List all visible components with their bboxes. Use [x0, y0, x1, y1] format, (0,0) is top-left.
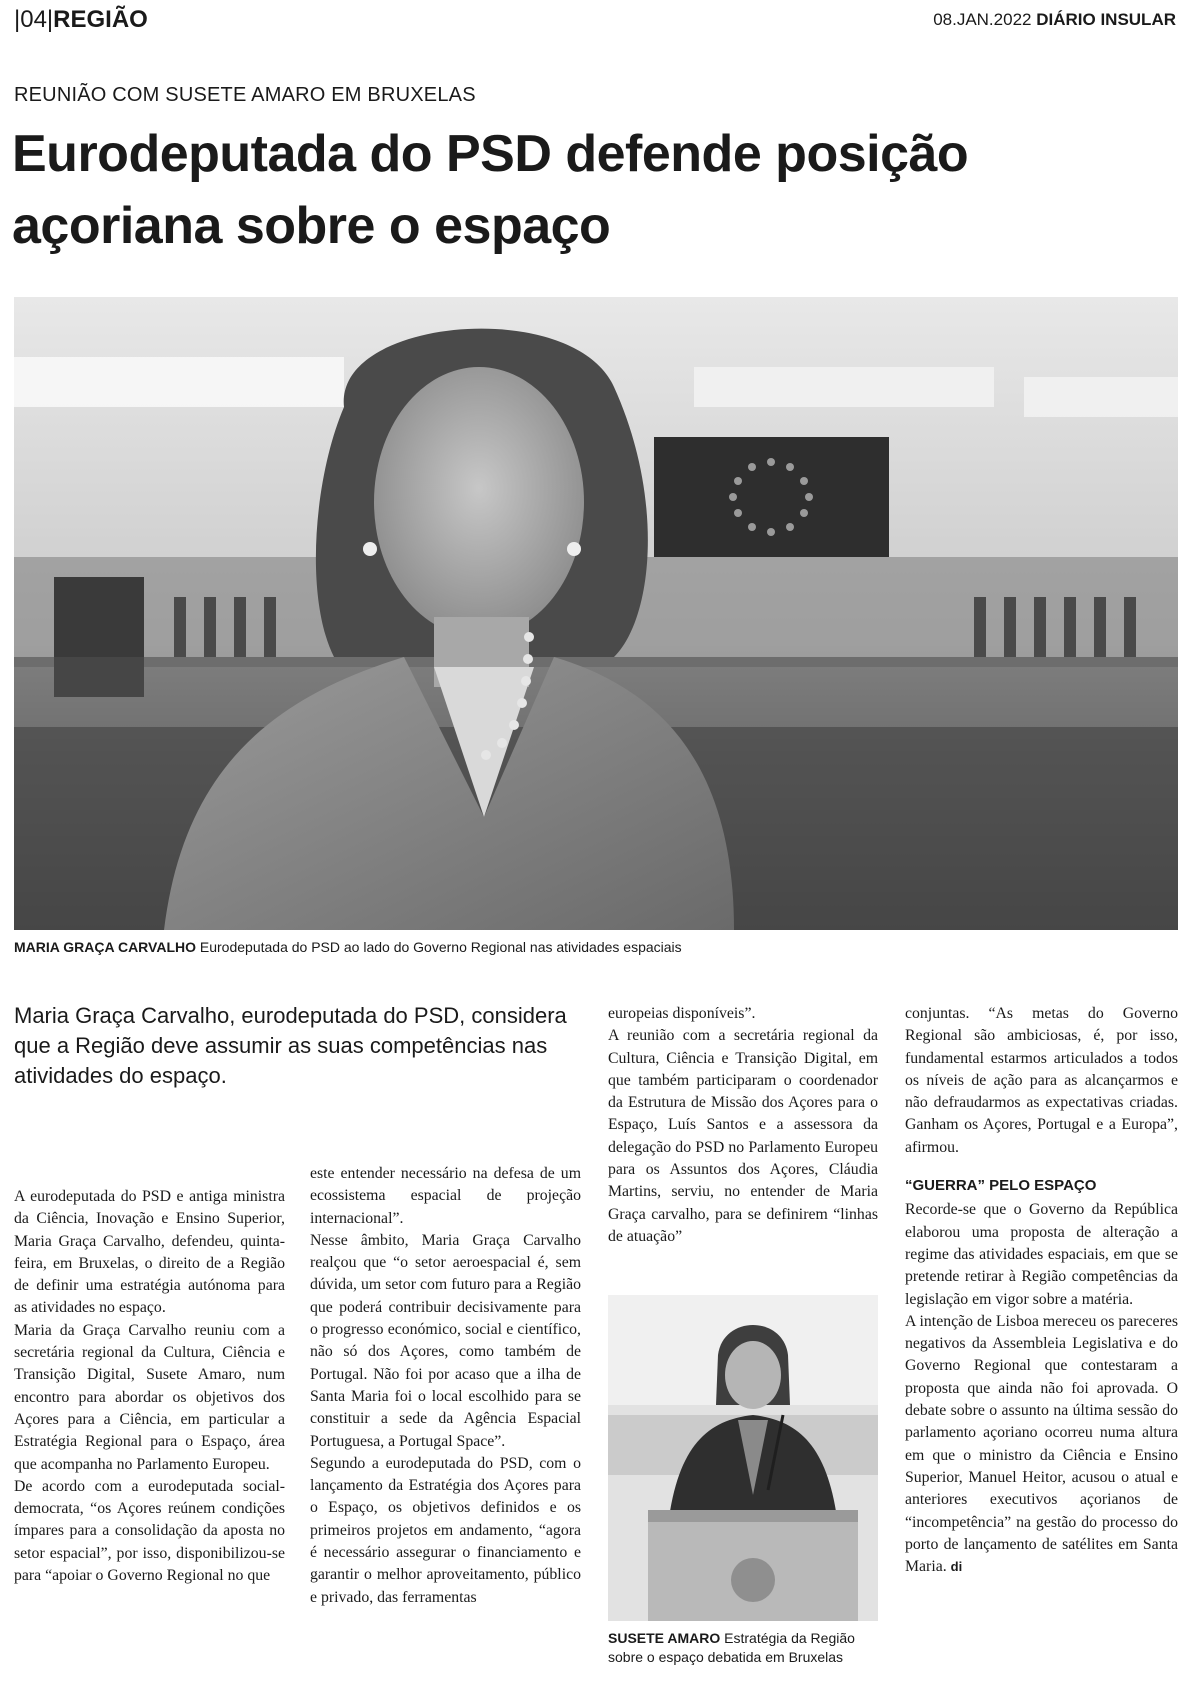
secondary-photo [608, 1295, 878, 1621]
paragraph: De acordo com a eurodeputada social-democrata, “os Açores reúnem condições ímpares para a consolidação da aposta no setor espacial”, por isso, disponibilizou-se para “apoiar o Governo Regional no que [14, 1477, 285, 1585]
page-header-left [14, 6, 148, 34]
caption-name: SUSETE AMARO [608, 1630, 721, 1646]
main-photo-caption [14, 939, 682, 955]
section-name: REGIÃO [53, 6, 148, 33]
column-2 [310, 1163, 581, 1609]
paragraph: A reunião com a secretária regional da Cultura, Ciência e Transição Digital, em que também participaram o coordenador da Estrutura de Missão dos Açores para o Espaço, Luís Santos e a assessora da delegação do PSD no Parlamento Europeu para os Assuntos dos Açores, Cláudia Martins, serviu, no entender de Maria Graça carvalho, para se definirem “linhas de atuação” [608, 1027, 878, 1245]
secondary-photo-caption [608, 1629, 880, 1667]
paragraph: europeias disponíveis”. [608, 1005, 756, 1022]
column-1 [14, 1186, 285, 1587]
publication-name: DIÁRIO INSULAR [1036, 10, 1176, 29]
caption-name: MARIA GRAÇA CARVALHO [14, 939, 196, 955]
author-signature: di [950, 1559, 963, 1575]
column-4 [905, 1003, 1178, 1578]
paragraph: Segundo a eurodeputada do PSD, com o lançamento da Estratégia dos Açores para o Espaço, os objetivos definidos e os primeiros projetos em andamento, “agora é necessário assegurar o financiamento e garantir o melhor aproveitamento, público e privado, das ferramentas [310, 1454, 581, 1606]
kicker: REUNIÃO COM SUSETE AMARO EM BRUXELAS [14, 84, 476, 106]
main-photo [14, 297, 1178, 930]
headline: Eurodeputada do PSD defende posição açoriana sobre o espaço [12, 125, 969, 255]
page-number: |04| [14, 6, 54, 33]
paragraph: Maria da Graça Carvalho reuniu com a secretária regional da Cultura, Ciência e Transição Digital, Susete Amaro, num encontro para abordar os objetivos dos Açores para a Ciência, em particular a Estratégia Regional para o Espaço, área que acompanha no Parlamento Europeu. [14, 1321, 285, 1473]
paragraph-text: A intenção de Lisboa mereceu os pareceres negativos da Assembleia Legislativa e do Governo Regional que contestaram a proposta que ainda não foi aprovada. O debate sobre o assunto na última sessão do parlamento açoriano ocorreu numa altura em que o ministro da Ciência e Ensino Superior, Manuel Heitor, acusou o atual e anteriores executivos açorianos de “incompetência” na gestão do processo do porto de lançamento de satélites em Santa Maria. [905, 1312, 1178, 1576]
paragraph: A eurodeputada do PSD e antiga ministra da Ciência, Inovação e Ensino Superior, Maria Graça Carvalho, defendeu, quinta-feira, em Bruxelas, o direito de a Região de definir uma estratégia autónoma para as atividades no espaço. [14, 1188, 285, 1317]
paragraph: Nesse âmbito, Maria Graça Carvalho realçou que “o setor aeroespacial é, sem dúvida, um setor com futuro para a Região que poderá contribuir decisivamente para o progresso económico, social e científico, não só dos Açores, como também de Portugal. Não foi por acaso que a ilha de Santa Maria foi o local escolhido para se constituir a sede da Agência Espacial Portuguesa, a Portugal Space”. [310, 1231, 581, 1450]
issue-date: 08.JAN.2022 [933, 10, 1032, 29]
paragraph: conjuntas. “As metas do Governo Regional são ambiciosas, é, por isso, fundamental estarmos articulados a todos os níveis de ação para as alcançarmos e não defraudarmos as expectativas criadas. Ganham os Açores, Portugal e a Europa”, afirmou. [905, 1005, 1178, 1156]
paragraph: este entender necessário na defesa de um ecossistema espacial de projeção internacional”. [310, 1165, 581, 1227]
caption-text: Estratégia da Região sobre o espaço debatida em Bruxelas [608, 1630, 855, 1665]
page-header-right [933, 10, 1176, 30]
paragraph [905, 1311, 1178, 1579]
caption-text: Eurodeputada do PSD ao lado do Governo Regional nas atividades espaciais [199, 939, 682, 955]
column-3 [608, 1003, 878, 1248]
section-subhead: “GUERRA” PELO ESPAÇO [905, 1177, 1097, 1195]
eu-flag [654, 437, 889, 557]
paragraph: Recorde-se que o Governo da República elaborou uma proposta de alteração a regime das atividades espaciais, em que se pretende retirar à Região competências da legislação em vigor sobre a matéria. [905, 1201, 1178, 1308]
lead-paragraph: Maria Graça Carvalho, eurodeputada do PSD, considera que a Região deve assumir as suas competências nas atividades do espaço. [14, 1003, 567, 1088]
